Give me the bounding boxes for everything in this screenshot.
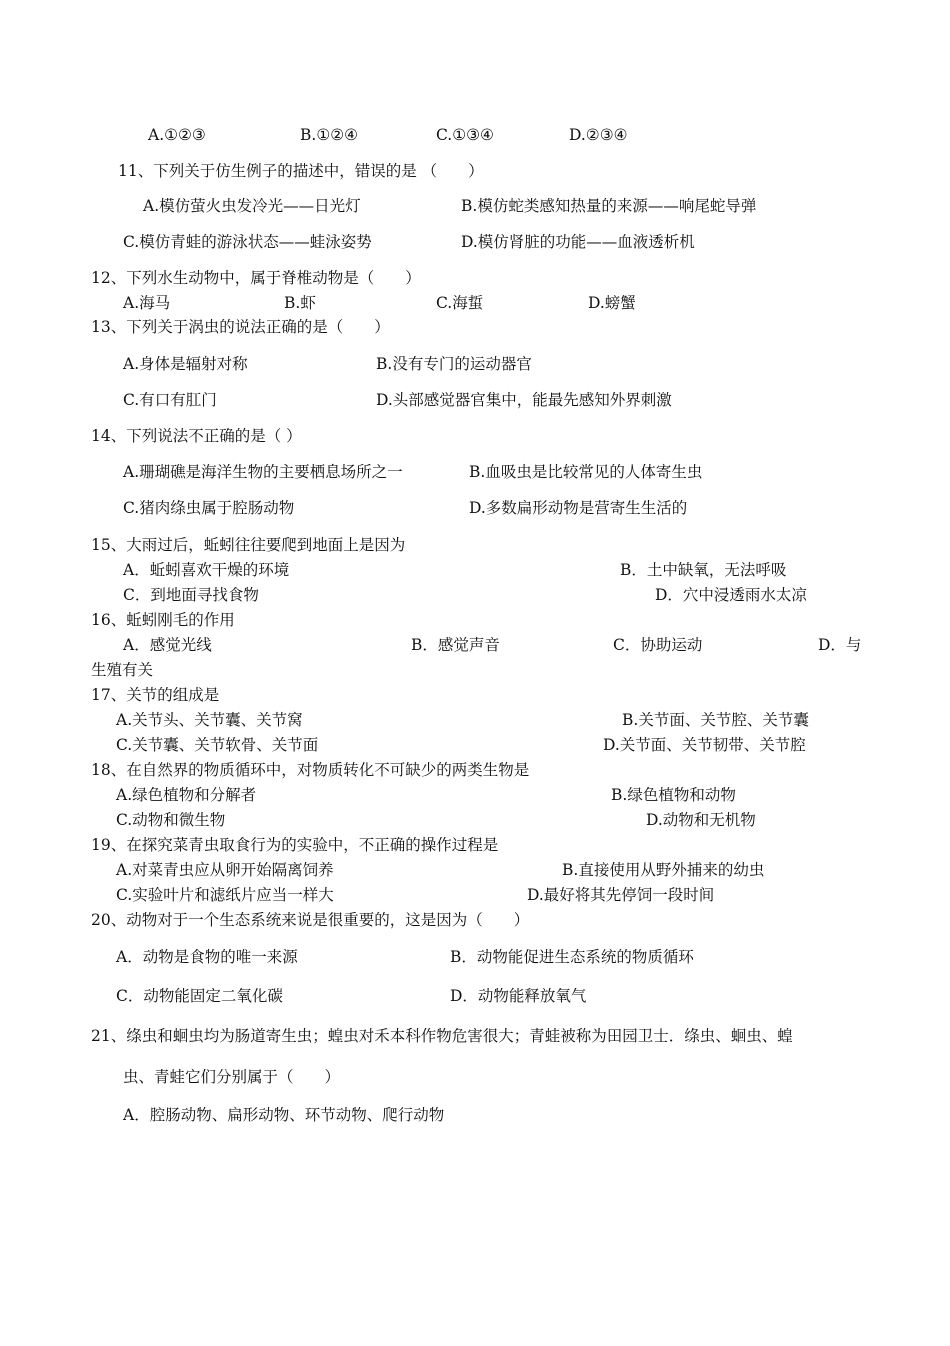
q11-option-b: B.模仿蛇类感知热量的来源——响尾蛇导弹: [461, 197, 757, 215]
q12-option-b: B.虾: [284, 294, 316, 312]
q18-option-c: C.动物和微生物: [116, 811, 226, 829]
q21-stem-line1: 21、绦虫和蛔虫均为肠道寄生虫；蝗虫对禾本科作物危害很大；青蛙被称为田园卫士．绦虫、蛔虫、蝗: [91, 1027, 793, 1045]
q18-option-d: D.动物和无机物: [646, 811, 756, 829]
q20-option-a: A．动物是食物的唯一来源: [116, 948, 298, 966]
q13-stem: 13、下列关于涡虫的说法正确的是（ ）: [91, 318, 390, 336]
q20-option-d: D．动物能释放氧气: [450, 987, 587, 1005]
q11-option-d: D.模仿肾脏的功能——血液透析机: [461, 233, 695, 251]
q18-option-a: A.绿色植物和分解者: [116, 786, 257, 804]
q12-option-a: A.海马: [123, 294, 171, 312]
q12-option-d: D.螃蟹: [588, 294, 636, 312]
q10-option-c: C.①③④: [436, 126, 494, 144]
q20-stem: 20、动物对于一个生态系统来说是很重要的，这是因为（ ）: [91, 911, 530, 929]
q10-option-a: A.①②③: [148, 126, 206, 144]
q13-option-c: C.有口有肛门: [123, 391, 217, 409]
q15-option-b: B．土中缺氧，无法呼吸: [620, 561, 787, 579]
q15-option-d: D．穴中浸透雨水太凉: [655, 586, 807, 604]
q21-stem-line2: 虫、青蛙它们分别属于（ ）: [123, 1068, 341, 1086]
q14-option-d: D.多数扁形动物是营寄生生活的: [469, 499, 688, 517]
q18-option-b: B.绿色植物和动物: [611, 786, 736, 804]
q20-option-b: B．动物能促进生态系统的物质循环: [450, 948, 694, 966]
q16-option-a: A．感觉光线: [123, 636, 212, 654]
q21-option-a: A．腔肠动物、扁形动物、环节动物、爬行动物: [123, 1106, 445, 1124]
q17-option-d: D.关节面、关节韧带、关节腔: [603, 736, 806, 754]
q17-option-a: A.关节头、关节囊、关节窝: [116, 711, 303, 729]
q14-stem: 14、下列说法不正确的是（ ）: [91, 427, 302, 445]
q14-option-c: C.猪肉绦虫属于腔肠动物: [123, 499, 295, 517]
q18-stem: 18、在自然界的物质循环中，对物质转化不可缺少的两类生物是: [91, 761, 530, 779]
q14-option-a: A.珊瑚礁是海洋生物的主要栖息场所之一: [123, 463, 403, 481]
q11-stem: 11、下列关于仿生例子的描述中，错误的是 （ ）: [118, 162, 484, 180]
q11-option-a: A.模仿萤火虫发冷光——日光灯: [143, 197, 361, 215]
q17-stem: 17、关节的组成是: [91, 686, 220, 704]
q11-option-c: C.模仿青蛙的游泳状态——蛙泳姿势: [123, 233, 372, 251]
q12-option-c: C.海蜇: [436, 294, 484, 312]
q16-option-b: B．感觉声音: [411, 636, 500, 654]
q16-stem: 16、蚯蚓刚毛的作用: [91, 611, 235, 629]
q14-option-b: B.血吸虫是比较常见的人体寄生虫: [469, 463, 703, 481]
q13-option-a: A.身体是辐射对称: [123, 355, 248, 373]
q19-option-b: B.直接使用从野外捕来的幼虫: [562, 861, 765, 879]
q20-option-c: C．动物能固定二氧化碳: [116, 987, 283, 1005]
q19-option-a: A.对菜青虫应从卵开始隔离饲养: [116, 861, 334, 879]
q10-option-d: D.②③④: [569, 126, 628, 144]
q15-stem: 15、大雨过后，蚯蚓往往要爬到地面上是因为: [91, 536, 406, 554]
q19-option-c: C.实验叶片和滤纸片应当一样大: [116, 886, 334, 904]
q19-option-d: D.最好将其先停饲一段时间: [527, 886, 715, 904]
q17-option-c: C.关节囊、关节软骨、关节面: [116, 736, 319, 754]
q15-option-a: A．蚯蚓喜欢干燥的环境: [123, 561, 290, 579]
q16-option-d-part1: D．与: [818, 636, 862, 654]
q12-stem: 12、下列水生动物中，属于脊椎动物是（ ）: [91, 269, 421, 287]
q15-option-c: C．到地面寻找食物: [123, 586, 259, 604]
q10-option-b: B.①②④: [300, 126, 359, 144]
q13-option-b: B.没有专门的运动器官: [376, 355, 532, 373]
q19-stem: 19、在探究菜青虫取食行为的实验中，不正确的操作过程是: [91, 836, 499, 854]
q16-option-c: C．协助运动: [613, 636, 703, 654]
q17-option-b: B.关节面、关节腔、关节囊: [622, 711, 809, 729]
q16-option-d-part2: 生殖有关: [91, 661, 154, 679]
q13-option-d: D.头部感觉器官集中，能最先感知外界刺激: [376, 391, 672, 409]
